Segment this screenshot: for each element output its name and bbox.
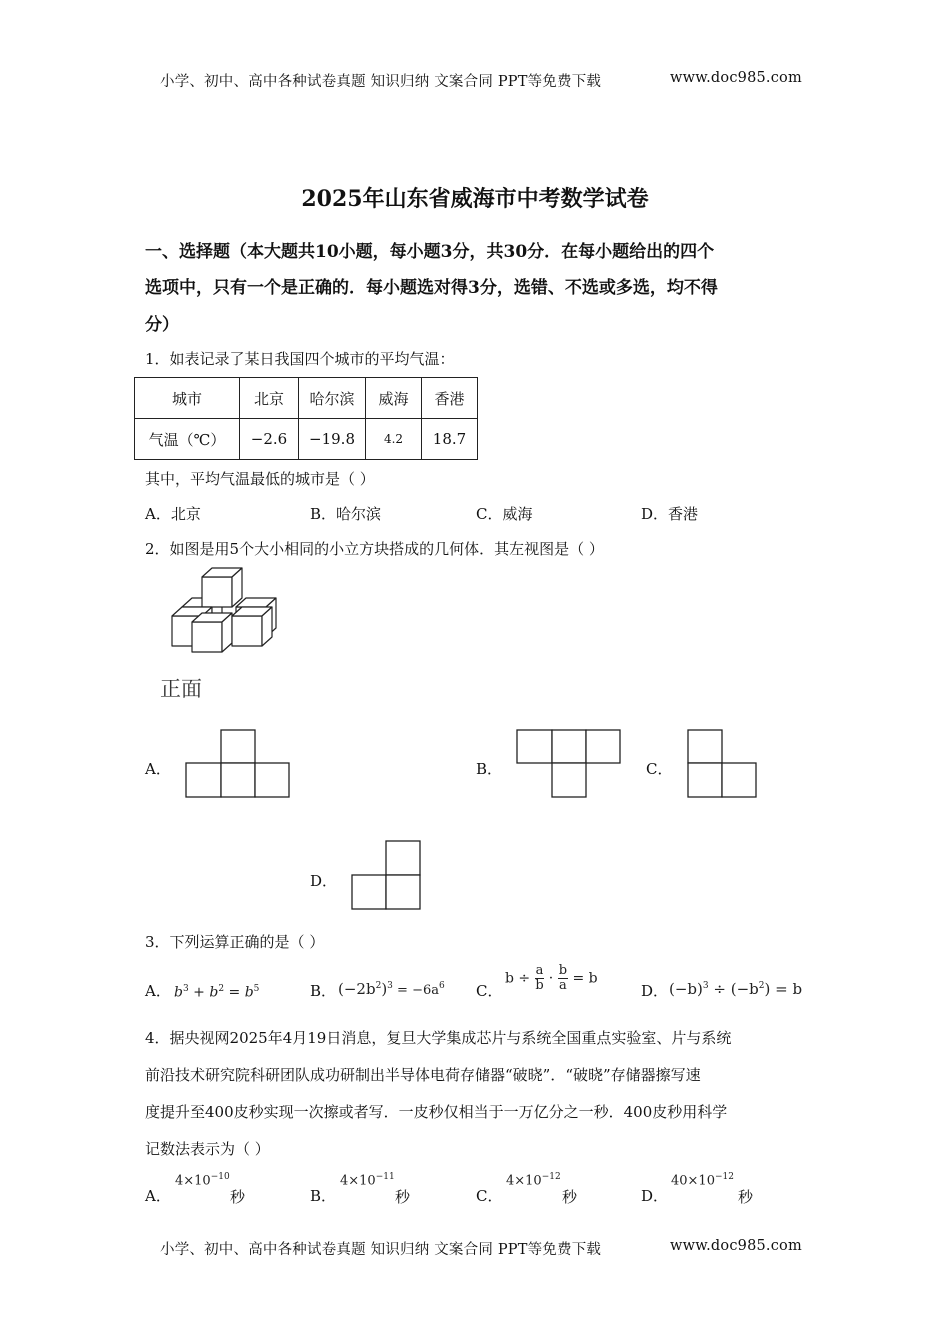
q2-option-c-label[interactable]: C． <box>646 760 673 778</box>
q2-stem: 2．如图是用5个大小相同的小立方块搭成的几何体．其左视图是（ ） <box>145 540 604 558</box>
q2-option-b-label[interactable]: B． <box>476 760 503 778</box>
table-cell: 气温（℃） <box>135 419 240 460</box>
q4-option-b-expr[interactable]: $4\times 10^{-11}$ <box>340 1172 395 1189</box>
q2-option-a-label[interactable]: A． <box>145 760 171 778</box>
q4-option-d-unit: 秒 <box>738 1188 754 1206</box>
q4-option-c-label[interactable]: C． <box>476 1187 503 1205</box>
q4-line3: 度提升至400皮秒实现一次擦或者写．一皮秒仅相当于一万亿分之一秒．400皮秒用科学 <box>145 1103 728 1121</box>
q3-option-a-expr[interactable]: $b^3 + b^2 = b^5$ <box>174 984 260 1001</box>
q3-option-b-expr[interactable]: $(-2b^2)^3 = -6a^6$ <box>338 980 445 998</box>
table-row <box>135 419 478 460</box>
q3-option-c-expr[interactable]: b ÷ $\frac{a}{b}$ · $\frac{b}{a}$ = b <box>505 963 598 993</box>
q4-line4: 记数法表示为（ ） <box>145 1140 270 1158</box>
q1-option-b[interactable]: B．哈尔滨 <box>310 505 382 523</box>
q4-option-a-unit: 秒 <box>230 1188 246 1206</box>
footer-url[interactable]: www.doc985.com <box>670 1238 802 1254</box>
q3-option-d-label[interactable]: D． <box>641 982 669 1000</box>
table-cell: −19.8 <box>299 419 366 460</box>
q1-option-a[interactable]: A．北京 <box>145 505 201 523</box>
table-cell: −2.6 <box>240 419 299 460</box>
table-cell: 4.2 <box>366 419 422 460</box>
q4-option-b-unit: 秒 <box>395 1188 411 1206</box>
table-cell: 北京 <box>240 378 299 419</box>
cube-figure <box>168 565 280 655</box>
header-text: 小学、初中、高中各种试卷真题 知识归纳 文案合同 PPT等免费下载 <box>160 74 602 90</box>
q3-option-c-label[interactable]: C． <box>476 982 503 1000</box>
q4-option-d-expr[interactable]: $40\times 10^{-12}$ <box>671 1172 734 1189</box>
q4-option-a-label[interactable]: A． <box>145 1187 171 1205</box>
q4-line2: 前沿技术研究院科研团队成功研制出半导体电荷存储器“破晓”．“破晓”存储器擦写速 <box>145 1066 701 1084</box>
q2-option-c-figure[interactable] <box>687 729 759 799</box>
q1-option-d[interactable]: D．香港 <box>641 505 699 523</box>
q2-option-a-figure[interactable] <box>185 729 291 799</box>
section-heading-line1: 一、选择题（本大题共10小题，每小题3分，共30分．在每小题给出的四个 <box>145 242 715 262</box>
table-cell: 城市 <box>135 378 240 419</box>
q1-stem: 1．如表记录了某日我国四个城市的平均气温： <box>145 350 455 368</box>
footer-text: 小学、初中、高中各种试卷真题 知识归纳 文案合同 PPT等免费下载 <box>160 1242 602 1258</box>
q3-option-b-label[interactable]: B． <box>310 982 337 1000</box>
page-title: 2025年山东省威海市中考数学试卷 <box>301 186 649 212</box>
q2-option-b-figure[interactable] <box>516 729 622 799</box>
table-cell: 哈尔滨 <box>299 378 366 419</box>
q4-option-c-unit: 秒 <box>562 1188 578 1206</box>
table-cell: 18.7 <box>422 419 478 460</box>
q3-option-d-expr[interactable]: $(-b)^3 \div (-b^2) = b$ <box>669 980 803 998</box>
section-heading-line2: 选项中，只有一个是正确的．每小题选对得3分，选错、不选或多选，均不得 <box>145 278 718 298</box>
q4-option-b-label[interactable]: B． <box>310 1187 337 1205</box>
q4-line1: 4．据央视网2025年4月19日消息，复旦大学集成芯片与系统全国重点实验室、片与系统 <box>145 1029 732 1047</box>
q3-stem: 3．下列运算正确的是（ ） <box>145 933 325 951</box>
q4-option-c-expr[interactable]: $4\times 10^{-12}$ <box>506 1172 561 1189</box>
temperature-table <box>134 377 478 460</box>
section-heading-line3: 分） <box>145 315 179 335</box>
q4-option-d-label[interactable]: D． <box>641 1187 669 1205</box>
front-label: 正面 <box>160 677 202 701</box>
q1-option-c[interactable]: C．威海 <box>476 505 533 523</box>
q2-option-d-label[interactable]: D． <box>310 872 338 890</box>
q4-option-a-expr[interactable]: $4\times 10^{-10}$ <box>175 1172 230 1189</box>
table-cell: 香港 <box>422 378 478 419</box>
q1-question: 其中，平均气温最低的城市是（ ） <box>145 470 375 488</box>
table-cell: 威海 <box>366 378 422 419</box>
q3-option-a-label[interactable]: A． <box>145 982 171 1000</box>
header-url[interactable]: www.doc985.com <box>670 70 802 86</box>
q2-option-d-figure[interactable] <box>351 840 423 911</box>
table-header-row <box>135 378 478 419</box>
